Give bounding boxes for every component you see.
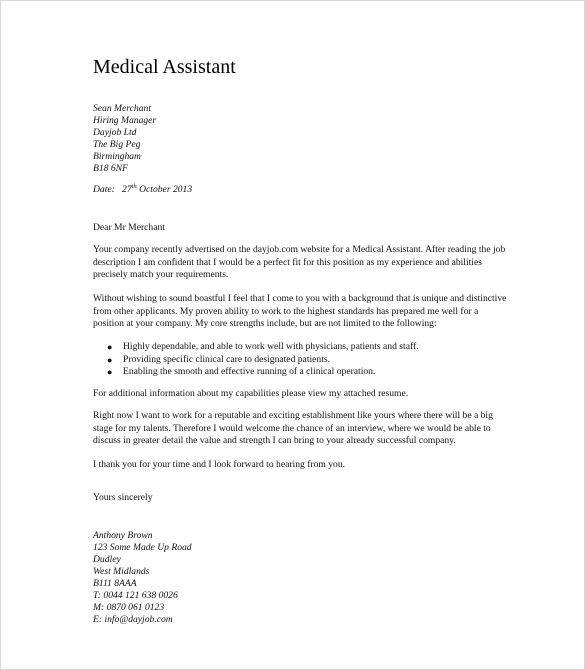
paragraph-line: description I am confident that I would be a perfect fit for this position as my experience and abilities bbox=[93, 256, 482, 268]
recipient-city: Birmingham bbox=[93, 151, 141, 162]
recipient-company: Dayjob Ltd bbox=[93, 127, 137, 138]
paragraph-line: discuss in greater detail the value and strength I can bring to your already successful company. bbox=[93, 435, 456, 446]
bullet-icon: ● bbox=[107, 367, 113, 377]
bullet-icon: ● bbox=[107, 354, 113, 365]
list-item-text: Enabling the smooth and effective running of a clinical operation. bbox=[123, 366, 376, 377]
paragraph-4 bbox=[93, 410, 493, 448]
paragraph-1 bbox=[93, 244, 505, 282]
letter-title: Medical Assistant bbox=[93, 56, 236, 78]
recipient-role: Hiring Manager bbox=[93, 115, 157, 126]
date-suffix: th bbox=[131, 183, 137, 190]
paragraph-5: I thank you for your time and I look forward to hearing from you. bbox=[93, 459, 346, 470]
date-label: Date: bbox=[93, 184, 115, 195]
paragraph-2 bbox=[93, 293, 506, 331]
paragraph-line: position at your company. My core strengths include, but are not limited to the following: bbox=[93, 318, 437, 329]
recipient-address bbox=[93, 103, 156, 175]
closing: Yours sincerely bbox=[93, 492, 153, 503]
list-item-text: Providing specific clinical care to designated patients. bbox=[123, 353, 330, 365]
bullet-icon: ● bbox=[107, 342, 113, 352]
sender-name: Anthony Brown bbox=[93, 530, 153, 541]
list-item bbox=[93, 354, 419, 367]
date-rest: October 2013 bbox=[139, 184, 193, 195]
sender-details bbox=[93, 530, 192, 626]
sender-postcode: B111 8AAA bbox=[93, 578, 137, 589]
date-day: 27 bbox=[122, 184, 132, 195]
list-item-text: Highly dependable, and able to work well with physicians, patients and staff. bbox=[123, 341, 419, 352]
recipient-postcode: B18 6NF bbox=[93, 163, 128, 174]
recipient-street: The Big Peg bbox=[93, 139, 141, 150]
letter-date bbox=[93, 184, 192, 196]
sender-town: Dudley bbox=[93, 554, 121, 565]
paragraph-line: precisely match your requirements. bbox=[93, 269, 229, 280]
paragraph-line: Without wishing to sound boastful I feel that I come to you with a background that is unique and distinctive bbox=[93, 293, 507, 304]
recipient-name: Sean Merchant bbox=[93, 103, 151, 114]
paragraph-line: Your company recently advertised on the dayjob.com website for a Medical Assistant. After reading the job bbox=[93, 244, 506, 255]
list-item bbox=[93, 366, 419, 379]
salutation: Dear Mr Merchant bbox=[93, 222, 165, 233]
paragraph-line: Right now I want to work for a reputable and exciting establishment like yours where there will be a big bbox=[93, 410, 493, 421]
sender-email: E: info@dayjob.com bbox=[93, 614, 173, 625]
sender-county: West Midlands bbox=[93, 566, 150, 577]
sender-street: 123 Some Made Up Road bbox=[93, 542, 192, 553]
sender-mobile: M: 0870 061 0123 bbox=[93, 602, 165, 613]
paragraph-3: For additional information about my capabilities please view my attached resume. bbox=[93, 388, 409, 399]
sender-telephone: T: 0044 121 638 0026 bbox=[93, 590, 178, 601]
paragraph-line: stage for my talents. Therefore I would welcome the chance of an interview, where we would be able to bbox=[93, 422, 491, 434]
list-item bbox=[93, 341, 419, 354]
paragraph-line: from other applicants. My proven ability to work to the highest standards has prepared me well for a bbox=[93, 305, 479, 317]
strengths-list bbox=[93, 341, 419, 379]
